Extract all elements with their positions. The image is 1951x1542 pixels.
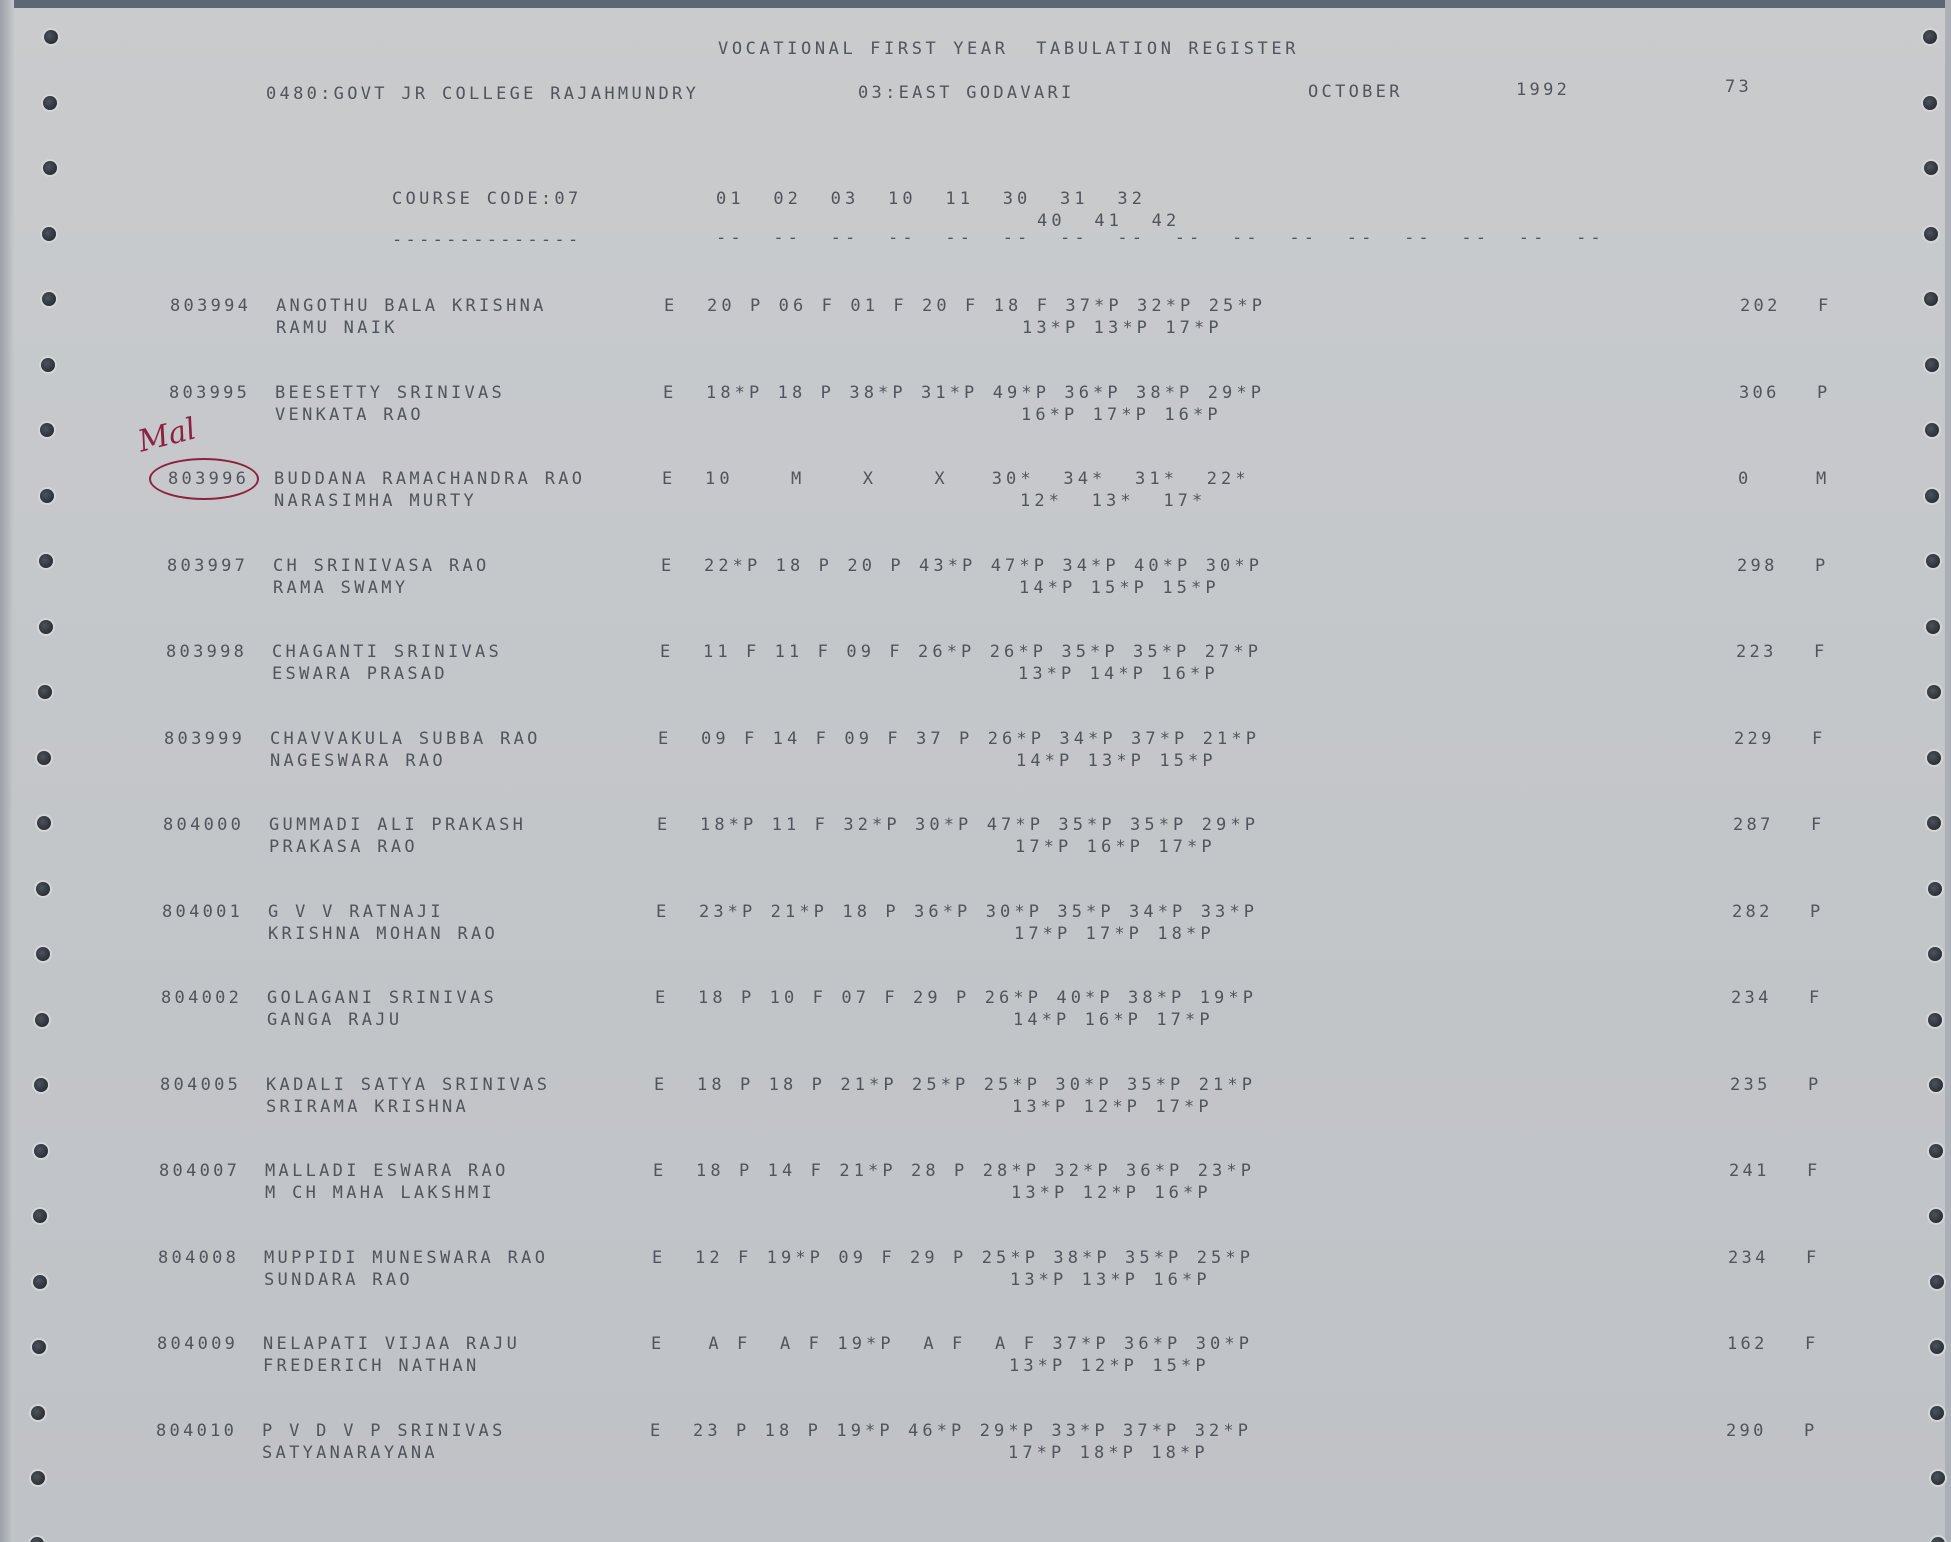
student-name: G V V RATNAJI xyxy=(268,901,444,922)
roll-number: 804001 xyxy=(162,901,244,922)
roll-number: 803994 xyxy=(170,296,252,316)
parent-name: PRAKASA RAO xyxy=(269,837,418,857)
feed-hole xyxy=(43,161,57,175)
feed-hole xyxy=(39,620,53,634)
practical-marks: 13*P 13*P 16*P xyxy=(1010,1269,1211,1290)
total-marks: 162 xyxy=(1727,1334,1768,1354)
feed-hole xyxy=(1927,685,1941,699)
feed-hole xyxy=(1924,161,1938,175)
feed-hole xyxy=(42,227,56,241)
feed-hole xyxy=(38,685,52,699)
subject-marks: E 18 P 14 F 21*P 28 P 28*P 32*P 36*P 23*P xyxy=(653,1161,1256,1181)
feed-hole xyxy=(1929,1078,1943,1092)
result-code: M xyxy=(1816,469,1830,489)
feed-hole xyxy=(36,882,50,896)
feed-hole xyxy=(1925,489,1939,503)
parent-name: RAMU NAIK xyxy=(276,318,398,338)
result-code: P xyxy=(1804,1420,1818,1441)
feed-hole xyxy=(31,1471,45,1485)
student-name: KADALI SATYA SRINIVAS xyxy=(266,1074,551,1095)
feed-hole xyxy=(1925,423,1939,437)
student-name: CHAVVAKULA SUBBA RAO xyxy=(270,728,541,749)
parent-name: VENKATA RAO xyxy=(275,404,424,425)
student-name: CHAGANTI SRINIVAS xyxy=(272,642,503,662)
total-marks: 290 xyxy=(1726,1420,1767,1441)
subject-marks: E 18 P 10 F 07 F 29 P 26*P 40*P 38*P 19*P xyxy=(655,988,1258,1008)
subject-marks: E 18*P 18 P 38*P 31*P 49*P 36*P 38*P 29*P xyxy=(663,382,1266,403)
feed-hole xyxy=(1925,358,1939,372)
roll-number: 804002 xyxy=(161,988,243,1008)
feed-hole xyxy=(40,489,54,503)
college-name: 0480:GOVT JR COLLEGE RAJAHMUNDRY xyxy=(266,84,700,104)
paper-left-edge xyxy=(0,0,14,1542)
student-name: BEESETTY SRINIVAS xyxy=(275,382,506,403)
student-name: CH SRINIVASA RAO xyxy=(273,555,490,576)
feed-hole xyxy=(1924,292,1938,306)
student-name: P V D V P SRINIVAS xyxy=(262,1420,506,1441)
practical-marks: 13*P 12*P 16*P xyxy=(1011,1183,1212,1203)
feed-hole xyxy=(34,1144,48,1158)
student-name: ANGOTHU BALA KRISHNA xyxy=(276,296,547,316)
total-marks: 306 xyxy=(1739,382,1780,403)
feed-hole xyxy=(1930,1340,1944,1354)
subject-marks: E 11 F 11 F 09 F 26*P 26*P 35*P 35*P 27*P xyxy=(660,642,1263,662)
result-code: F xyxy=(1818,296,1832,316)
practical-marks: 13*P 13*P 17*P xyxy=(1022,318,1223,338)
subject-codes-row2: 40 41 42 xyxy=(1037,211,1181,231)
result-code: P xyxy=(1817,382,1831,403)
feed-hole xyxy=(1931,1471,1945,1485)
parent-name: GANGA RAJU xyxy=(267,1010,403,1030)
register-title: VOCATIONAL FIRST YEAR TABULATION REGISTER xyxy=(718,39,1300,59)
feed-hole xyxy=(1924,227,1938,241)
total-marks: 223 xyxy=(1736,642,1777,662)
feed-hole xyxy=(32,1340,46,1354)
subject-marks: E 10 M X X 30* 34* 31* 22* xyxy=(662,469,1250,489)
subject-codes-row1: 01 02 03 10 11 30 31 32 xyxy=(716,189,1147,209)
practical-marks: 17*P 17*P 18*P xyxy=(1014,923,1215,944)
course-code-underline: -------------- xyxy=(392,230,582,250)
feed-hole xyxy=(36,947,50,961)
feed-hole xyxy=(1923,96,1937,110)
subject-marks: E A F A F 19*P A F A F 37*P 36*P 30*P xyxy=(651,1334,1254,1354)
student-name: GUMMADI ALI PRAKASH xyxy=(269,815,527,835)
practical-marks: 13*P 12*P 17*P xyxy=(1012,1096,1213,1117)
roll-number: 804000 xyxy=(163,815,245,835)
result-code: F xyxy=(1812,728,1826,749)
roll-number: 803999 xyxy=(164,728,246,749)
feed-hole xyxy=(31,1406,45,1420)
parent-name: FREDERICH NATHAN xyxy=(263,1356,480,1376)
parent-name: ESWARA PRASAD xyxy=(272,664,448,684)
result-code: F xyxy=(1811,815,1825,835)
student-name: MALLADI ESWARA RAO xyxy=(265,1161,509,1181)
feed-hole xyxy=(1929,1209,1943,1223)
practical-marks: 14*P 13*P 15*P xyxy=(1016,750,1217,771)
feed-hole xyxy=(35,1013,49,1027)
roll-number: 804008 xyxy=(158,1247,240,1268)
subject-marks: E 22*P 18 P 20 P 43*P 47*P 34*P 40*P 30*P xyxy=(661,555,1264,576)
total-marks: 0 xyxy=(1738,469,1752,489)
student-name: NELAPATI VIJAA RAJU xyxy=(263,1334,521,1354)
page-number: 73 xyxy=(1725,77,1753,97)
feed-hole xyxy=(1923,30,1937,44)
total-marks: 287 xyxy=(1733,815,1774,835)
total-marks: 202 xyxy=(1740,296,1781,316)
feed-hole xyxy=(39,554,53,568)
result-code: P xyxy=(1815,555,1829,576)
total-marks: 282 xyxy=(1732,901,1773,922)
roll-number: 803996 xyxy=(168,469,250,489)
subject-column-dashes: -- -- -- -- -- -- -- -- -- -- -- -- -- -- -- -- xyxy=(716,228,1605,248)
feed-hole xyxy=(1929,1144,1943,1158)
feed-hole xyxy=(1928,947,1942,961)
feed-hole xyxy=(37,751,51,765)
feed-hole xyxy=(34,1078,48,1092)
exam-year: 1992 xyxy=(1516,80,1571,100)
feed-hole xyxy=(1930,1406,1944,1420)
result-code: F xyxy=(1809,988,1823,1008)
feed-hole xyxy=(1926,620,1940,634)
handwritten-annotation: Mal xyxy=(134,411,200,460)
student-name: MUPPIDI MUNESWARA RAO xyxy=(264,1247,549,1268)
subject-marks: E 12 F 19*P 09 F 29 P 25*P 38*P 35*P 25*P xyxy=(652,1247,1255,1268)
subject-marks: E 18*P 11 F 32*P 30*P 47*P 35*P 35*P 29*P xyxy=(657,815,1260,835)
feed-hole xyxy=(42,292,56,306)
feed-hole xyxy=(41,358,55,372)
feed-hole xyxy=(40,423,54,437)
feed-hole xyxy=(43,96,57,110)
parent-name: SATYANARAYANA xyxy=(262,1442,438,1463)
feed-hole xyxy=(1930,1275,1944,1289)
feed-hole xyxy=(33,1275,47,1289)
practical-marks: 13*P 14*P 16*P xyxy=(1018,664,1219,684)
feed-hole xyxy=(1928,882,1942,896)
total-marks: 229 xyxy=(1734,728,1775,749)
exam-month: OCTOBER xyxy=(1308,82,1403,102)
result-code: F xyxy=(1805,1334,1819,1354)
total-marks: 234 xyxy=(1731,988,1772,1008)
student-name: BUDDANA RAMACHANDRA RAO xyxy=(274,469,586,489)
total-marks: 298 xyxy=(1737,555,1778,576)
practical-marks: 17*P 16*P 17*P xyxy=(1015,837,1216,857)
feed-hole xyxy=(1928,1013,1942,1027)
course-code: COURSE CODE:07 xyxy=(392,189,582,209)
result-code: F xyxy=(1807,1161,1821,1181)
practical-marks: 13*P 12*P 15*P xyxy=(1009,1356,1210,1376)
feed-hole xyxy=(44,30,58,44)
roll-number: 803995 xyxy=(169,382,251,403)
parent-name: SUNDARA RAO xyxy=(264,1269,413,1290)
parent-name: NAGESWARA RAO xyxy=(270,750,446,771)
result-code: F xyxy=(1814,642,1828,662)
roll-number: 804007 xyxy=(159,1161,241,1181)
practical-marks: 17*P 18*P 18*P xyxy=(1008,1442,1209,1463)
practical-marks: 14*P 15*P 15*P xyxy=(1019,577,1220,598)
result-code: P xyxy=(1808,1074,1822,1095)
scanner-top-edge xyxy=(0,0,1951,8)
feed-hole xyxy=(1931,1537,1945,1542)
parent-name: SRIRAMA KRISHNA xyxy=(266,1096,470,1117)
parent-name: NARASIMHA MURTY xyxy=(274,491,478,511)
total-marks: 235 xyxy=(1730,1074,1771,1095)
roll-number: 803997 xyxy=(167,555,249,576)
feed-hole xyxy=(30,1537,44,1542)
district-name: 03:EAST GODAVARI xyxy=(858,83,1075,103)
feed-hole xyxy=(1927,816,1941,830)
subject-marks: E 09 F 14 F 09 F 37 P 26*P 34*P 37*P 21*P xyxy=(658,728,1261,749)
feed-hole xyxy=(33,1209,47,1223)
parent-name: M CH MAHA LAKSHMI xyxy=(265,1183,496,1203)
subject-marks: E 23*P 21*P 18 P 36*P 30*P 35*P 34*P 33*P xyxy=(656,901,1259,922)
handwritten-circle xyxy=(149,458,259,500)
roll-number: 804010 xyxy=(156,1420,238,1441)
roll-number: 803998 xyxy=(166,642,248,662)
practical-marks: 12* 13* 17* xyxy=(1020,491,1207,511)
feed-hole xyxy=(1927,751,1941,765)
total-marks: 241 xyxy=(1729,1161,1770,1181)
parent-name: RAMA SWAMY xyxy=(273,577,409,598)
feed-hole xyxy=(37,816,51,830)
feed-hole xyxy=(1926,554,1940,568)
practical-marks: 14*P 16*P 17*P xyxy=(1013,1010,1214,1030)
roll-number: 804009 xyxy=(157,1334,239,1354)
student-name: GOLAGANI SRINIVAS xyxy=(267,988,498,1008)
subject-marks: E 18 P 18 P 21*P 25*P 25*P 30*P 35*P 21*P xyxy=(654,1074,1257,1095)
roll-number: 804005 xyxy=(160,1074,242,1095)
subject-marks: E 20 P 06 F 01 F 20 F 18 F 37*P 32*P 25*P xyxy=(664,296,1267,316)
total-marks: 234 xyxy=(1728,1247,1769,1268)
result-code: P xyxy=(1810,901,1824,922)
subject-marks: E 23 P 18 P 19*P 46*P 29*P 33*P 37*P 32*P xyxy=(650,1420,1253,1441)
parent-name: KRISHNA MOHAN RAO xyxy=(268,923,499,944)
practical-marks: 16*P 17*P 16*P xyxy=(1021,404,1222,425)
paper-right-edge xyxy=(1945,0,1951,1542)
result-code: F xyxy=(1806,1247,1820,1268)
